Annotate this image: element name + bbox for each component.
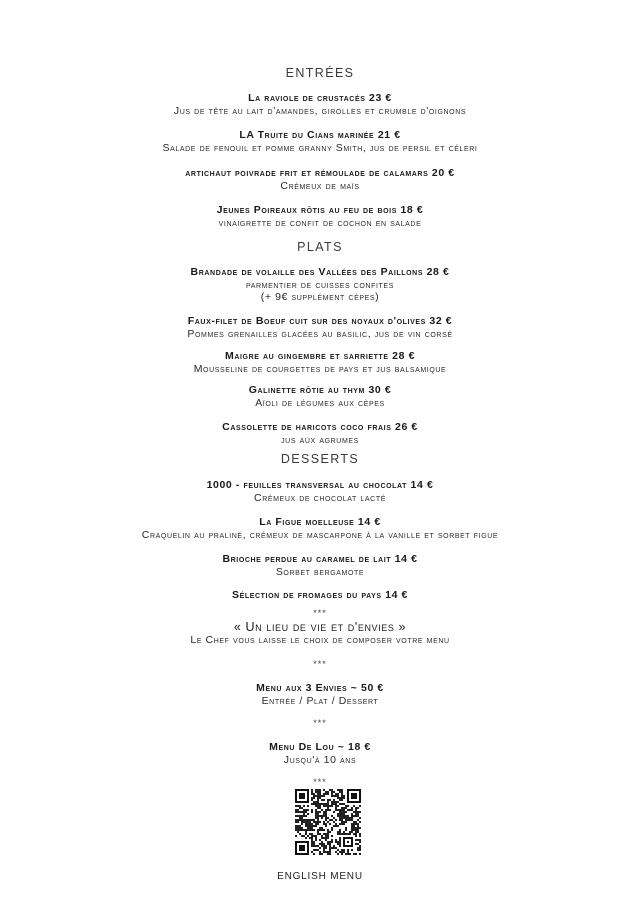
menu-item bbox=[0, 516, 640, 541]
dish-description: jus aux agrumes bbox=[281, 434, 359, 446]
dish-description: Salade de fenouil et pomme granny Smith, jus de persil et céleri bbox=[162, 142, 478, 154]
formula-description: Jusqu'à 10 ans bbox=[283, 754, 357, 766]
menu-item bbox=[0, 167, 640, 192]
menu-item bbox=[0, 384, 640, 409]
dish-name: Galinette rôtie au thym 30 € bbox=[248, 384, 392, 396]
dish-name: Sélection de fromages du pays 14 € bbox=[232, 589, 408, 601]
menu-item bbox=[0, 421, 640, 446]
section-title-entrees: ENTRÉES bbox=[285, 66, 355, 80]
menu-item bbox=[0, 204, 640, 229]
section-title-plats: PLATS bbox=[297, 240, 343, 254]
dish-description: Aïoli de légumes aux cèpes bbox=[255, 397, 385, 409]
dish-name: Faux-filet de Boeuf cuit sur des noyaux d'olives 32 € bbox=[187, 315, 453, 327]
formula-name: Menu De Lou ~ 18 € bbox=[269, 741, 371, 753]
menu-item bbox=[0, 315, 640, 340]
dish-name: La Figue moelleuse 14 € bbox=[259, 516, 381, 528]
separator: *** bbox=[313, 777, 327, 787]
dish-name: 1000 - feuilles transversal au chocolat 14 € bbox=[206, 479, 434, 491]
menu-item bbox=[0, 479, 640, 504]
dish-name: Jeunes Poireaux rôtis au feu de bois 18 € bbox=[216, 204, 424, 216]
dish-description: Crémeux de chocolat lacté bbox=[254, 492, 386, 504]
dish-description: parmentier de cuisses confites bbox=[246, 279, 394, 291]
dish-description: vinaigrette de confit de cochon en salade bbox=[218, 217, 422, 229]
dish-name: LA Truite du Cians marinée 21 € bbox=[239, 129, 401, 141]
qr-code-icon[interactable] bbox=[295, 789, 361, 855]
menu-formula bbox=[0, 741, 640, 766]
dish-name: La raviole de crustacés 23 € bbox=[248, 92, 392, 104]
formula-description: Entrée / Plat / Dessert bbox=[261, 695, 379, 707]
dish-description: Sorbet bergamote bbox=[275, 566, 365, 578]
lieu-subtitle-wrap bbox=[0, 634, 640, 646]
dish-name: Brandade de volaille des Vallées des Paillons 28 € bbox=[190, 266, 450, 278]
english-menu-link[interactable]: ENGLISH MENU bbox=[277, 871, 363, 882]
menu-item bbox=[0, 589, 640, 602]
lieu-subtitle: Le Chef vous laisse le choix de composer votre menu bbox=[190, 634, 450, 646]
dish-name: Brioche perdue au caramel de lait 14 € bbox=[222, 553, 418, 565]
menu-item bbox=[0, 266, 640, 303]
formula-name: Menu aux 3 Envies ~ 50 € bbox=[256, 682, 384, 694]
dish-name: Maigre au gingembre et sarriette 28 € bbox=[224, 350, 416, 362]
menu-item bbox=[0, 129, 640, 154]
dish-name: Cassolette de haricots coco frais 26 € bbox=[222, 421, 418, 433]
menu-item bbox=[0, 92, 640, 117]
dish-name: artichaut poivrade frit et rémoulade de calamars 20 € bbox=[185, 167, 455, 179]
menu-item bbox=[0, 350, 640, 375]
dish-description: Crémeux de maïs bbox=[280, 180, 360, 192]
dish-description: Mousseline de courgettes de pays et jus balsamique bbox=[193, 363, 447, 375]
section-title-desserts: DESSERTS bbox=[280, 452, 360, 466]
lieu-quote: « Un lieu de vie et d'envies » bbox=[233, 620, 407, 634]
separator: *** bbox=[313, 659, 327, 669]
separator: *** bbox=[313, 608, 327, 618]
menu-item bbox=[0, 553, 640, 578]
dish-description: Craquelin au praliné, crémeux de mascarpone à la vanille et sorbet figue bbox=[141, 529, 499, 541]
menu-formula bbox=[0, 682, 640, 707]
dish-description: Pommes grenailles glacées au basilic, jus de vin corsé bbox=[187, 328, 453, 340]
separator: *** bbox=[313, 718, 327, 728]
dish-supplement: (+ 9€ supplément cèpes) bbox=[260, 291, 380, 303]
dish-description: Jus de tête au lait d'amandes, girolles et crumble d'oignons bbox=[173, 105, 467, 117]
